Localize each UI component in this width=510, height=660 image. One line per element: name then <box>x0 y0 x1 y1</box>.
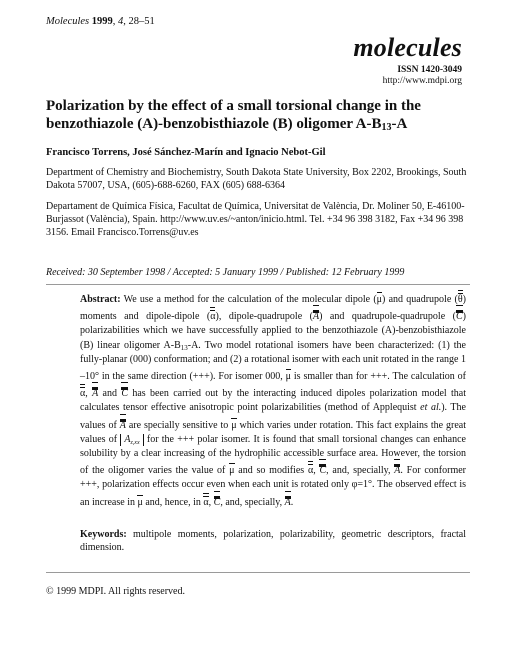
author-list: Francisco Torrens, José Sánchez-Marín and Ignacio Nebot-Gil <box>46 147 326 158</box>
a-tensor-symbol: A <box>313 307 319 322</box>
paren: ) <box>462 294 466 305</box>
abstract-text: which varies under rotation. This fact explains the great values of <box>80 419 466 445</box>
publication-dates: Received: 30 September 1998 / Accepted: 5 January 1999 / Published: 12 February 1999 <box>46 267 405 278</box>
abstract-text: moments and dipole-dipole <box>80 311 207 323</box>
abstract-text: . <box>290 496 294 508</box>
abstract-text: -A. Two model rotational isomers have been characterized: (1) the fully-planar (000) conformation; and (2) a rotational isomer with each unit rotated in the range 1 –10° in the same direction (+++). For isomer 000, <box>80 339 466 383</box>
journal-volume: 4 <box>118 16 124 27</box>
paren: ( <box>373 294 377 305</box>
paren: ) <box>215 311 219 323</box>
abstract-text: , <box>313 465 320 477</box>
paren: ( <box>452 311 456 323</box>
paren: ) <box>382 294 386 305</box>
c-tensor-symbol: C <box>214 493 221 508</box>
alpha-symbol: α <box>80 384 85 399</box>
keywords-label: Keywords: <box>80 529 127 540</box>
abstract-text: , dipole-quadrupole <box>218 311 310 323</box>
comma-sep: , <box>112 16 119 27</box>
comma-sep: , <box>123 16 129 27</box>
journal-name: Molecules <box>46 16 90 27</box>
abstract-text: , and, specially, <box>326 465 395 477</box>
journal-url-link[interactable]: http://www.mdpi.org <box>382 76 462 86</box>
a-tensor-symbol: A <box>394 461 400 476</box>
journal-citation <box>46 15 155 28</box>
keywords <box>80 528 466 554</box>
mu-symbol: μ <box>377 290 382 305</box>
abstract-text: for the +++ polar isomer. It is found that small torsional changes can enhance solubility by a clear increasing of the hydrophilic accessible surface area. However, the torsion of the oligomer varies the value of <box>80 433 466 477</box>
copyright: © 1999 MDPI. All rights reserved. <box>46 586 185 597</box>
abstract-text: and <box>98 388 122 400</box>
theta-symbol: θ <box>458 290 463 305</box>
mu-symbol: μ <box>229 461 234 476</box>
paper-title <box>46 97 476 133</box>
alpha-symbol: α <box>308 461 313 476</box>
c-tensor-symbol: C <box>121 384 128 399</box>
divider-top <box>46 284 470 285</box>
issn: ISSN 1420-3049 <box>397 65 462 75</box>
journal-logo: molecules <box>353 33 462 62</box>
mu-symbol: μ <box>231 416 236 431</box>
et-al: et al. <box>420 402 442 414</box>
alpha-symbol: α <box>203 493 208 508</box>
abstract-text: We use a method for the calculation of the molecular dipole <box>120 294 374 305</box>
mu-symbol: μ <box>286 367 291 382</box>
paren: ( <box>454 294 458 305</box>
mu-symbol: μ <box>137 493 142 508</box>
abstract-text: , <box>208 496 214 508</box>
abstract-text: . For conformer +++, polarization effects occur even when each unit is rotated only φ=1°. The observed effect is an increase in <box>80 465 466 508</box>
journal-year: 1999 <box>91 16 113 27</box>
abstract-text: ). The values of <box>80 402 466 431</box>
alpha-symbol: α <box>210 307 215 322</box>
affiliation-1: Department of Chemistry and Biochemistry, South Dakota State University, Box 2202, Brookings, South Dakota 57007, USA, (605)-688-6260, FAX (605) 688-6364 <box>46 167 467 191</box>
abstract-text: and, hence, in <box>142 496 204 508</box>
c-tensor-symbol: C <box>456 307 463 322</box>
a-tensor-symbol: A <box>92 384 98 399</box>
abstract-text: and quadrupole <box>385 294 455 305</box>
journal-brand <box>353 34 462 87</box>
c-tensor-symbol: C <box>319 461 326 476</box>
subscript: 13 <box>180 343 188 352</box>
abs-a-symbol: A <box>124 433 131 445</box>
paren: ) <box>462 311 466 323</box>
journal-pages: 28–51 <box>128 16 155 27</box>
abs-a-subscript: z,xx <box>130 439 140 446</box>
title-subscript: 13 <box>381 122 392 133</box>
affiliations <box>46 166 468 247</box>
abstract-text: are specially sensitive to <box>125 419 232 431</box>
paren: ( <box>206 311 211 323</box>
abstract-text: polarizabilities which we have successfully applied to the benzothiazole (A)-benzobisthiazole (B) linear oligomer A-B <box>80 325 466 351</box>
a-tensor-symbol: A <box>120 416 126 431</box>
a-tensor-symbol: A <box>285 493 291 508</box>
abstract-text: is smaller than for +++. The calculation of <box>291 371 466 383</box>
paren: ) <box>319 311 323 323</box>
abstract-label: Abstract: <box>80 294 121 305</box>
paren: ( <box>309 311 313 323</box>
title-text-end: -A <box>391 116 408 132</box>
abstract-text: and quadrupole-quadrupole <box>322 311 453 323</box>
keywords-text: multipole moments, polarization, polarizability, geometric descriptors, fractal dimension. <box>80 529 466 553</box>
affiliation-2: Departament de Química Física, Facultat de Química, Universitat de València, Dr. Moliner 50, E-46100-Burjassot (València), Spain. http://www.uv.es/~anton/inicio.html. Tel. +34 96 398 3182, Fax +34 96 398 3156. Email Francisco.Torrens@uv.es <box>46 201 465 238</box>
abstract-text: and so modifies <box>234 465 308 477</box>
abstract-text: , and, specially, <box>220 496 285 508</box>
title-text: Polarization by the effect of a small torsional change in the benzothiazole (A)-benzobisthiazole (B) oligomer A-B <box>46 98 421 132</box>
abstract <box>80 290 466 510</box>
abs-value-a <box>120 434 143 446</box>
abstract-text: has been carried out by the interacting induced dipoles polarization model that calculates tensor effective anisotropic point polarizabilities (method of Applequist <box>80 388 466 414</box>
divider-bottom <box>46 572 470 573</box>
abstract-text: , <box>85 388 93 400</box>
